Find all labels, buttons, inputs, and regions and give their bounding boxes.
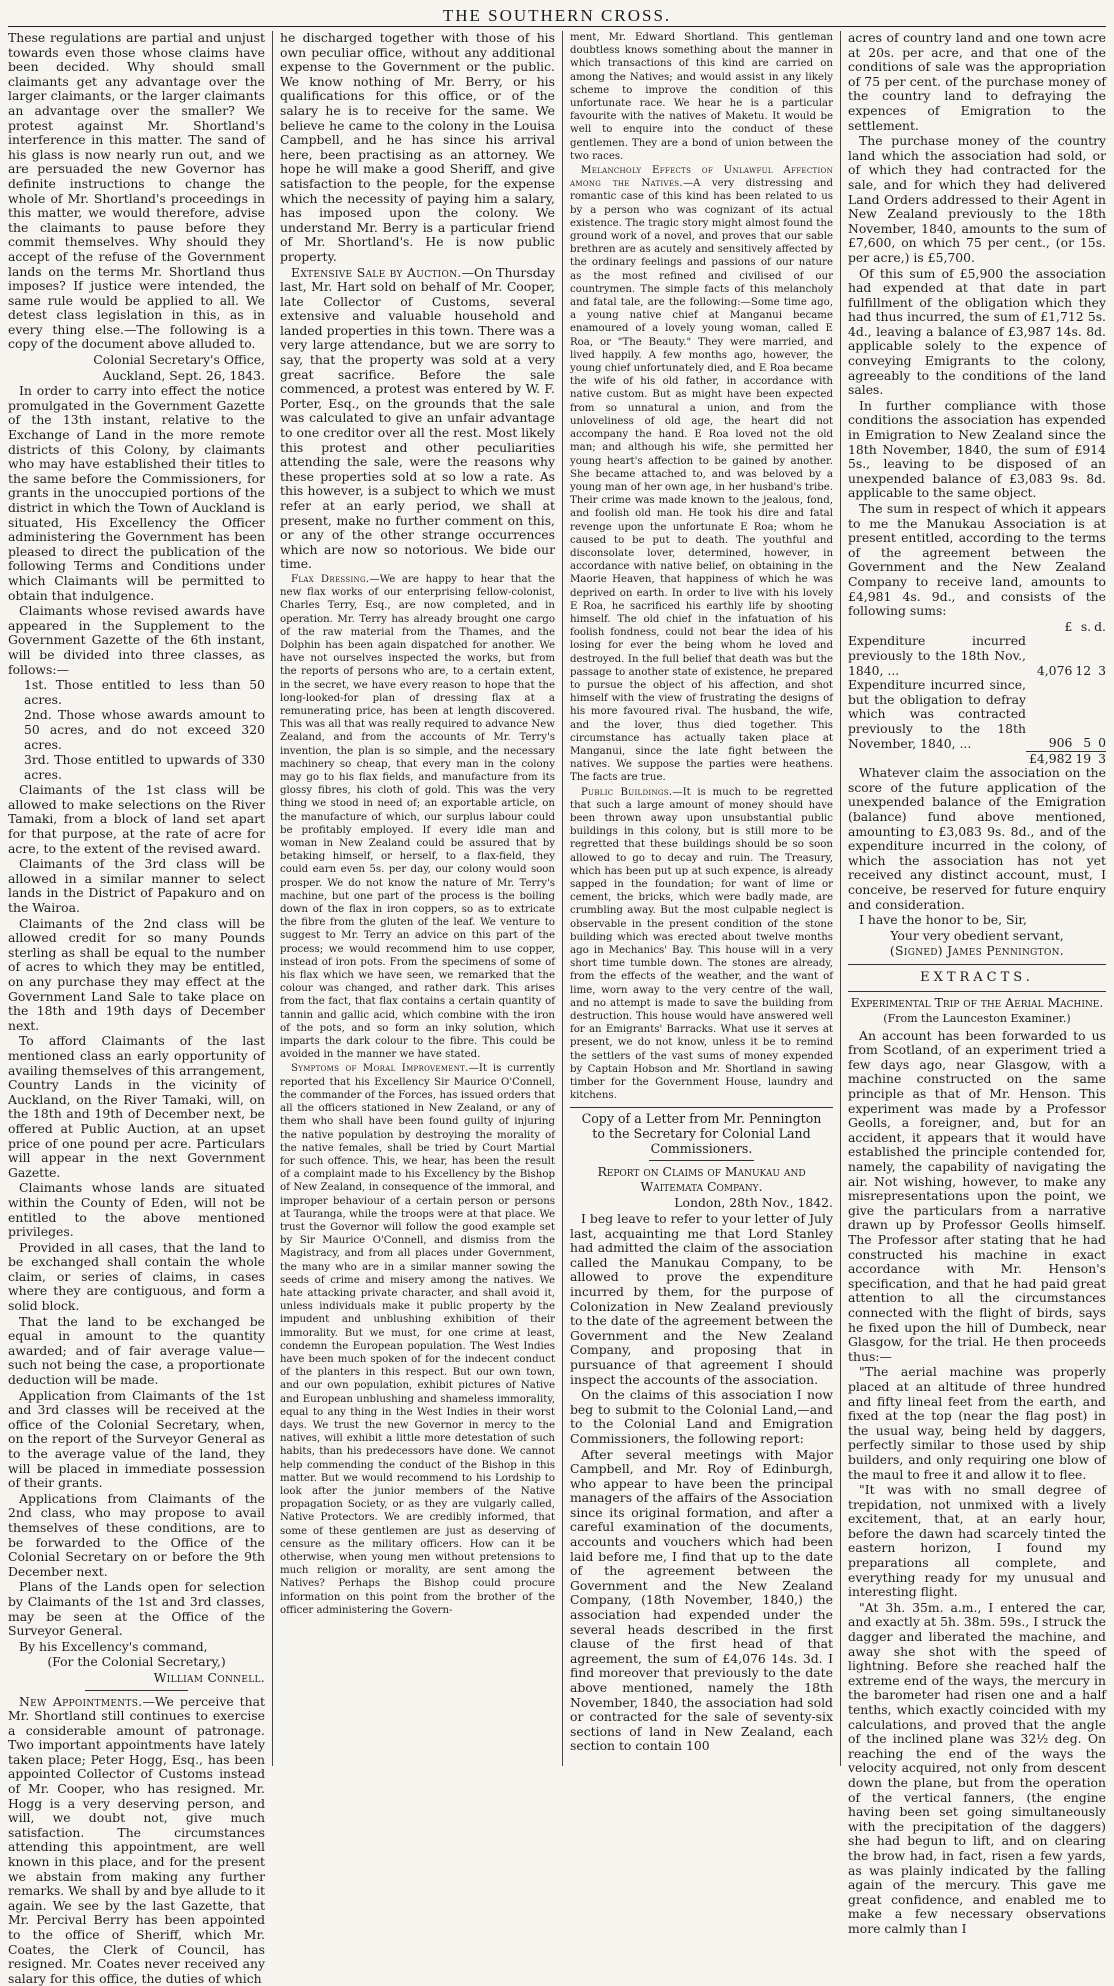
total-pounds: £4,982 <box>1026 751 1072 766</box>
paragraph: I beg leave to refer to your letter of July last, acquainting me that Lord Stanley had admitted the claim of the association called the Manukau Company, to be allowed to prove the expenditure incurred by them, for the purpose of Colonization in New Zealand previously to the date of the agreement between the Government and the New Zealand Company, and proposing that in pursuance of that agreement I should inspect the accounts of the association. <box>570 1211 833 1387</box>
paragraph: "The aerial machine was properly placed at an altitude of three hundred and fifty lineal feet from the earth, and fixed at the top (near the flag post) in the usual way, being held by daggers, perfectly similar to those used by ship builders, and only requiring one blow of the maul to free it and allow it to flee. <box>848 1364 1106 1482</box>
paragraph: "It was with no small degree of trepidation, not unmixed with a lively excitement, that, at an early hour, before the dawn had scarcely tinted the eastern horizon, I found my preparations all complete, and everything ready for my unusual and interesting flight. <box>848 1482 1106 1600</box>
paragraph: Claimants of the 1st class will be allowed to make selections on the River Tamaki, from a block of land set apart for that purpose, at the rate of acre for acre, to the extent of the revised award. <box>8 782 265 856</box>
paragraph: In further compliance with those conditions the association has expended in Emigration to New Zealand since the 18th November, 1840, the sum of £914 5s., leaving to be disposed of an unexpended balance of £3,083 9s. 8d. applicable to the same object. <box>848 397 1106 501</box>
divider <box>570 1107 833 1108</box>
command-line: By his Excellency's command, <box>19 1638 208 1654</box>
melancholy-text: —A very distressing and romantic case of this kind has been related to us by a person who was cognizant of its actual existence. The tragic story might almost found the ground work of a novel, and proves that our sable brethren are as acutely and sensitively affected by the ordinary feelings and passions of our nature as the most refined and civilised of our countrymen. The simple facts of this melancholy and fatal tale, are the following:—Some time ago, a young native chief at Manganui became enamoured of a lovely young woman, called E Roa, or "The Beauty." They were married, and lived happily. A few months ago, however, the young chief unfortunately died, and E Roa became the wife of his old father, in accordance with native custom. But as might have been expected from so unnatural a union, and from the unloveliness of old age, the heart did not accompany the hand. E Roa loved not the old man; and although his wife, she permitted her young heart's affection to be gained by another. She became attached to, and was beloved by a young man of her own age, in her husband's tribe. Their crime was made known to the jealous, fond, and foolish old man. He took his dire and fatal revenge upon the unfortunate E Roa; whom he caused to be put to death. The youthful and disconsolate lover, determined, however, in accordance with native belief, on obtaining in the Maorie Heaven, that happiness of which he was deprived on earth. In order to live with his lovely E Roa, he sacrificed his earthly life by shooting himself. The old chief in the infatuation of his foolish fondness, could not bear the idea of his losing for ever the being whom he loved and destroyed. In the full belief that death was but the passage to another state of existence, he prepared to pursue the object of his affection, and shot himself with the view of frustrating the designs of his more favoured rival. The husband, the wife, and the lover, thus died together. This circumstance has actually taken place at Manganui, since the late fight between the natives. We suppose the parties were heathens. The facts are true. <box>570 178 833 784</box>
notice-paragraph: In order to carry into effect the notice promulgated in the Government Gazette of the 13th instant, relative to the Exchange of Land in the more remote districts of this Colony, by claimants who may have established their titles to the same before the Commissioners, for grants in the unoccupied portions of the district in which the Town of Auckland is situated, His Excellency the Officer administering the Government has been pleased to direct the publication of the following Terms and Conditions under which Claimants will be permitted to obtain that indulgence. <box>8 383 265 603</box>
small-type-section <box>280 573 555 1617</box>
report-date: London, 28th Nov., 1842. <box>674 1195 833 1211</box>
account-row <box>848 634 1106 678</box>
total-shillings: 19 <box>1072 751 1091 766</box>
signature: William Connell. <box>153 1669 265 1685</box>
class-item: 3rd. Those entitled to upwards of 330 acres. <box>24 752 265 782</box>
appointments-text: —We perceive that Mr. Shortland still continues to exercise a considerable amount of patronage. Two important appointments have lately taken place; Peter Hogg, Esq., has been appointed Collector of Customs instead of Mr. Cooper, who has resigned. Mr. Hogg is a very deserving person, and will, we doubt not, give much satisfaction. The circumstances attending this appointment, are well known in this place, and for the present we abstain from making any further remarks. We shall by and bye allude to it again. We see by the last Gazette, that Mr. Percival Berry has been appointed to the office of Sheriff, which Mr. Coates, the Clerk of Council, has resigned. Mr. Coates never received any salary for this office, the duties of which <box>8 1693 266 1986</box>
melancholy-heading: Melancholy Effects of Unlawful Affection among the Natives. <box>570 165 833 190</box>
pounds-header: £ <box>1064 618 1073 634</box>
masthead: THE SOUTHERN CROSS. <box>8 6 1106 27</box>
appointments-heading: New Appointments. <box>19 1693 143 1709</box>
classes-intro: Claimants whose revised awards have appeared in the Supplement to the Government Gazette of the 6th instant, will be divided into three classes, as follows:— <box>8 603 265 677</box>
account-label: Expenditure incurred since, but the obligation to defray which was contracted previously to the 18th November, 1840, ... <box>848 677 1026 751</box>
small-type-section <box>570 31 833 1102</box>
paragraph: Of this sum of £5,900 the association had expended at that date in part fulfillment of the obligation which they had thus incurred, the sum of £1,712 5s. 4d., leaving a balance of £3,987 14s. 8d. applicable solely to the expence of conveying Emigrants to the colony, agreeably to the conditions of the land sales. <box>848 265 1106 398</box>
continued-paragraph: he discharged together with those of his own peculiar office, without any additional expense to the Government or the public. We know nothing of Mr. Berry, or his qualifications for this office, or of the salary he is to receive for the same. We believe he came to the colony in the Louisa Campbell, and he has since his arrival here, been practising as an attorney. We hope he will make a good Sheriff, and give satisfaction to the people, for the expense which the necessity of paying him a salary, has imposed upon the colony. We understand Mr. Berry is a particular friend of Mr. Shortland's. He is now public property. <box>280 30 555 264</box>
for-secretary: (For the Colonial Secretary,) <box>47 1654 226 1670</box>
paragraph: To afford Claimants of the last mentioned class an early opportunity of availing themselves of this arrangement, Country Lands in the vicinity of Auckland, on the River Tamaki, will, on the 18th and 19th of December next, be offered at Public Auction, at an upset price of one pound per acre. Particulars will appear in the next Government Gazette. <box>8 1033 265 1180</box>
class-item: 2nd. Those whose awards amount to 50 acres, and do not exceed 320 acres. <box>24 707 265 752</box>
total-pence: 3 <box>1091 751 1106 766</box>
divider <box>848 991 1106 992</box>
paragraph: An account has been forwarded to us from Scotland, of an experiment tried a few days ago, near Glasgow, with a machine constructed on the same principle as that of Mr. Henson. This experiment was made by a Professor Geolls, a foreigner, and, but for an accident, it appears that it would have established the principle contended for, namely, the capability of navigating the air. Not wishing, however, to make any misrepresentations upon the point, we give the particulars from a narrative drawn up by Professor Geolls himself. The Professor after stating that he had constructed his machine in exact accordance with Mr. Henson's specification, and that he had paid great attention to all the circumstances connected with the flight of birds, says he fixed upon the hill of Dumbeck, near Glasgow, for the trial. He then proceeds thus:— <box>848 1027 1106 1364</box>
paragraph: Claimants of the 3rd class will be allowed in a similar manner to select lands in the District of Papakuro and on the Wairoa. <box>8 856 265 916</box>
paragraph: Whatever claim the association on the score of the future application of the unexpended balance of the Emigration (balance) fund above mentioned, amounting to £3,083 9s. 8d., and of the expenditure incurred in the colony, of which the association has not yet received any distinct account, must, I conceive, be reserved for future enquiry and consideration. <box>848 765 1106 912</box>
columns <box>8 30 1106 1986</box>
auction-text: —On Thursday last, Mr. Hart sold on behalf of Mr. Cooper, late Collector of Customs, several extensive and valuable household and landed properties in this town. There was a very large attendance, but we are sorry to say, that the property was sold at a very great sacrifice. Before the sale commenced, a protest was entered by W. F. Porter, Esq., on the grounds that the sale was calculated to give an unfair advantage to one creditor over all the rest. Most likely this protest and other peculiarities attending the sale, were the reasons why these properties sold at so low a rate. As this however, is a subject to which we must refer at an early period, we shall at present, make no further comment on this, or any of the other strange occurrences which are now so notorious. We bide our time. <box>280 264 556 572</box>
intro-paragraph: These regulations are partial and unjust towards even those whose claims have been decided. Why should small claimants get any advantage over the larger claimants, or the larger claimants an advantage over the smaller? We protest against Mr. Shortland's interference in this matter. The sand of his glass is now nearly run out, and we are persuaded the new Governor has definite instructions to change the whole of Mr. Shortland's proceedings in this matter, we would therefore, advise the claimants to pause before they commit themselves. Why should they accept of the refuse of the Government lands on the terms Mr. Shortland thus imposes? If justice were intended, the same rule would be applied to all. We detest class legislation in this, as in every thing else.—The following is a copy of the document above alluded to. <box>8 30 265 352</box>
divider <box>85 1690 188 1691</box>
account-pounds: 4,076 <box>1036 662 1073 678</box>
account-header-row <box>848 620 1106 635</box>
closing-servant: Your very obedient servant, <box>890 927 1064 943</box>
divider <box>649 1160 754 1161</box>
class-item: 1st. Those entitled to less than 50 acres. <box>24 677 265 707</box>
account-table <box>848 620 1106 766</box>
account-label: Expenditure incurred previously to the 18th Nov., 1840, ... <box>848 633 1026 678</box>
paragraph: "At 3h. 35m. a.m., I entered the car, and exactly at 5h. 38m. 59s., I struck the dagger and liberated the machine, and away she shot with the speed of lightning. Before she reached half the extreme end of the ways, the mercury in the barometer had risen one and a half tenths, which exactly coincided with my calculations, and proved that the angle of the inclined plane was 32½ deg. On reaching the end of the ways the velocity acquired, not only from descent down the plane, but from the operation of the vertical fanners, (the engine having been set going simultaneously with the precipitation of the daggers) she had begun to lift, and on clearing the brow had, in fact, risen a few yards, as was plainly indicated by the falling again of the mercury. This gave me great confidence, and enabled me to make a few necessary observations more calmly than I <box>848 1599 1106 1936</box>
paragraph: On the claims of this association I now beg to submit to the Colonial Land,—and to the Colonial Land and Emigration Commissioners, the following report: <box>570 1387 833 1446</box>
column-2 <box>273 31 563 1766</box>
column-1 <box>8 30 273 1986</box>
moral-heading: Symptoms of Moral Improvement. <box>291 1063 469 1075</box>
trip-source: (From the Launceston Examiner.) <box>883 1012 1071 1026</box>
extracts-heading: EXTRACTS. <box>920 969 1034 985</box>
divider <box>848 964 1106 965</box>
report-heading: Report on Claims of Manukau and Waitemata Company. <box>597 1164 806 1194</box>
paragraph: The purchase money of the country land which the association had sold, or of which they had contracted for the sale, and for which they had delivered Land Orders addressed to their Agent in New Zealand previously to the 18th November, 1840, amounts to the sum of £7,600, on which 75 per cent., (or 15s. per acre,) is £5,700. <box>848 133 1106 265</box>
paragraph: That the land to be exchanged be equal in amount to the quantity awarded; and of fair average value—such not being the case, a proportionate deduction will be made. <box>8 1313 265 1388</box>
column-4 <box>841 30 1106 1936</box>
flax-heading: Flax Dressing. <box>291 573 370 585</box>
trip-heading: Experimental Trip of the Aerial Machine. <box>850 994 1104 1010</box>
shillings-header: s. <box>1080 618 1092 634</box>
pence-header: d. <box>1094 618 1106 634</box>
auction-heading: Extensive Sale by Auction. <box>291 264 462 280</box>
paragraph: Claimants whose lands are situated within the County of Eden, will not be entitled to the above mentioned privileges. <box>8 1180 265 1240</box>
continued-paragraph: acres of country land and one town acre at 20s. per acre, and that one of the conditions of sale was the appropriation of 75 per cent. of the purchase money of the country land to defraying the expences of Emigration to the settlement. <box>848 30 1106 133</box>
paragraph: Provided in all cases, that the land to be exchanged shall contain the whole claim, or series of claims, in cases where they are contiguous, and form a solid block. <box>8 1239 265 1314</box>
buildings-heading: Public Buildings. <box>581 786 673 798</box>
dateline-date: Auckland, Sept. 26, 1843. <box>102 367 265 383</box>
classes-list <box>8 678 265 782</box>
buildings-text: —It is much to be regretted that such a large amount of money should have been thrown away upon unsubstantial public buildings in this colony, but is still more to be regretted that these buildings should be so soon allowed to go to decay and ruin. The Treasury, which has been put up at such expence, is already sapped in the foundation; for want of lime or cement, the bricks, which were badly made, are crumbling away. But the most culpable neglect is observable in the present condition of the stone building which was erected about twelve months ago in Mechanics' Bay. This house will in a very short time tumble down. The stones are already, from the effects of the weather, and the want of lime, worn away to the very centre of the wall, and no attempt is made to save the building from destruction. This house would have answered well for an Emigrants' Barracks. What use it serves at present, we do not know, unless it be to remind the settlers of the vast sums of money expended by Captain Hobson and Mr. Shortland in sawing timber for the Government House, laundry and kitchens. <box>570 786 834 1102</box>
paragraph: Claimants of the 2nd class will be allowed credit for so many Pounds sterling as shall be equal to the number of acres to which they may be entitled, on any purchase they may effect at the Government Land Sale to take place on the 18th and 19th days of December next. <box>8 915 265 1033</box>
account-pence: 0 <box>1098 735 1106 750</box>
flax-text: —We are happy to hear that the new flax works of our enterprising fellow-colonist, Charles Terry, Esq., are now completed, and in operation. Mr. Terry has already brought one cargo of the raw material from the Thames, and the Dolphin has been again dispatched for another. We have not ourselves inspected the works, but from the reports of persons who are, to a certain extent, in the secret, we have every reason to hope that the long-looked-for plan of dressing flax at a remunerating price, has been at length discovered. This was all that was really required to advance New Zealand, and from the accounts of Mr. Terry's invention, the plan is so simple, and the necessary machinery so cheap, that every man in the colony may go to his flax fields, and manufacture from its glossy fibres, his cloth of gold. This was the very thing we stood in need of; an exportable article, on the manufacture of which, our surplus labour could be profitably employed. If every idle man and woman in New Zealand could be assured that by betaking himself, or herself, to a flax-field, they could earn even 5s. per day, our colony would soon prosper. We do not know the nature of Mr. Terry's machine, but one part of the process is the boiling down of the flax in iron coppers, so as to extricate the fibre from the gluten of the leaf. We venture to suggest to Mr. Terry an advice on this part of the process; we would recommend him to use copper, instead of iron pots. From the specimens of some of his flax which we have seen, we remarked that the colour was changed, and rather dark. This arises from the fact, that flax contains a certain quantity of tannin and gallic acid, which combine with the iron of the pots, and so form an inky solution, which imparts the dark colour to the fibre. This could be avoided in the manner we have stated. <box>280 573 555 1061</box>
account-total-row <box>848 751 1106 766</box>
closing-line: I have the honor to be, Sir, <box>859 912 1027 928</box>
account-row <box>848 678 1106 751</box>
closing-signature: (Signed) James Pennington. <box>889 943 1065 959</box>
account-shillings: 12 <box>1075 662 1092 678</box>
column-3 <box>563 31 841 1766</box>
account-pounds: 906 <box>1048 735 1073 750</box>
paragraph: After several meetings with Major Campbell, and Mr. Roy of Edinburgh, who appear to have been the principal managers of the affairs of the Association since its original formation, and after a careful examination of the documents, accounts and vouchers which had been laid before me, I find that up to the date of the agreement between the Government and the New Zealand Company, (18th November, 1840,) the association had expended under the several heads described in the first clause of the first head of that agreement, the sum of £4,076 14s. 3d. I find moreover that previously to the date above mentioned, namely the 18th November, 1840, the association had sold or contracted for the sale of seventy-six sections of land in New Zealand, each section to contain 100 <box>570 1446 833 1754</box>
letter-heading: Copy of a Letter from Mr. Pennington to the Secretary for Colonial Land Commissioners. <box>581 1111 822 1156</box>
dateline-office: Colonial Secretary's Office, <box>93 352 265 368</box>
moral-text: —It is currently reported that his Excellency Sir Maurice O'Connell, the commander of the Forces, has issued orders that all the officers stationed in New Zealand, or any of them who shall have been found guilty of injuring the native population by destroying the morality of the native females, shall be tried by Court Martial for such offence. This, we hear, has been the result of a complaint made to his Excellency by the Bishop of New Zealand, in consequence of the immoral, and improper behaviour of a certain person or persons at Tauranga, while the troops were at that place. We trust the Governor will follow the good example set by Sir Maurice O'Connell, and dismiss from the Magistracy, and from all places under Government, the many who are in a similar manner sowing the seeds of crime and misery among the natives. We hate attacking private character, and shall avoid it, unless individuals make it public property by the impudent and unblushing exhibition of their immorality. But we must, for one crime at least, condemn the European population. The West Indies have been much spoken of for the indecent conduct of the planters in this respect. But our own town, and our own population, exhibit pictures of Native and European unblushing and shameless immorality, equal to any thing in the West Indies in their worst days. We trust the new Governor in mercy to the natives, will exhibit a little more detestation of such habits, than his predecessors have done. We cannot help commending the conduct of the Bishop in this matter. But we would recommend to his Lordship to look after the junior members of the Native propagation Society, or as they are vulgarly called, Native Protectors. We are credibly informed, that some of these gentlemen are just as deserving of censure as the military officers. How can it be otherwise, when young men without pretensions to much religion or morality, are sent among the Natives? Perhaps the Bishop could procure information on this point from the brother of the officer administering the Govern- <box>280 1063 555 1616</box>
continued-paragraph: ment, Mr. Edward Shortland. This gentleman doubtless knows something about the manner in which transactions of this kind are carried on among the Natives; and would assist in any likely scheme to improve the condition of this unfortunate race. We hear he is a particular favourite with the natives of Maketu. It would be well to enquire into the conduct of these gentlemen. They are a bond of union between the two races. <box>570 32 833 162</box>
paragraph: Plans of the Lands open for selection by Claimants of the 1st and 3rd classes, may be seen at the Office of the Surveyor General. <box>8 1579 265 1639</box>
account-pence: 3 <box>1098 662 1106 678</box>
paragraph: Application from Claimants of the 1st and 3rd classes will be received at the office of the Colonial Secretary, when, on the report of the Surveyor General as to the average value of the land, they will be placed in immediate possession of their grants. <box>8 1387 265 1491</box>
paragraph: Applications from Claimants of the 2nd class, who may propose to avail themselves of these conditions, are to be forwarded to the Office of the Colonial Secretary on or before the 9th December next. <box>8 1490 265 1579</box>
account-shillings: 5 <box>1083 735 1092 750</box>
paragraph: The sum in respect of which it appears to me the Manukau Association is at present entitled, according to the terms of the agreement between the Government and the New Zealand Company to receive land, amounts to £4,981 4s. 9d., and consists of the following sums: <box>848 501 1106 619</box>
